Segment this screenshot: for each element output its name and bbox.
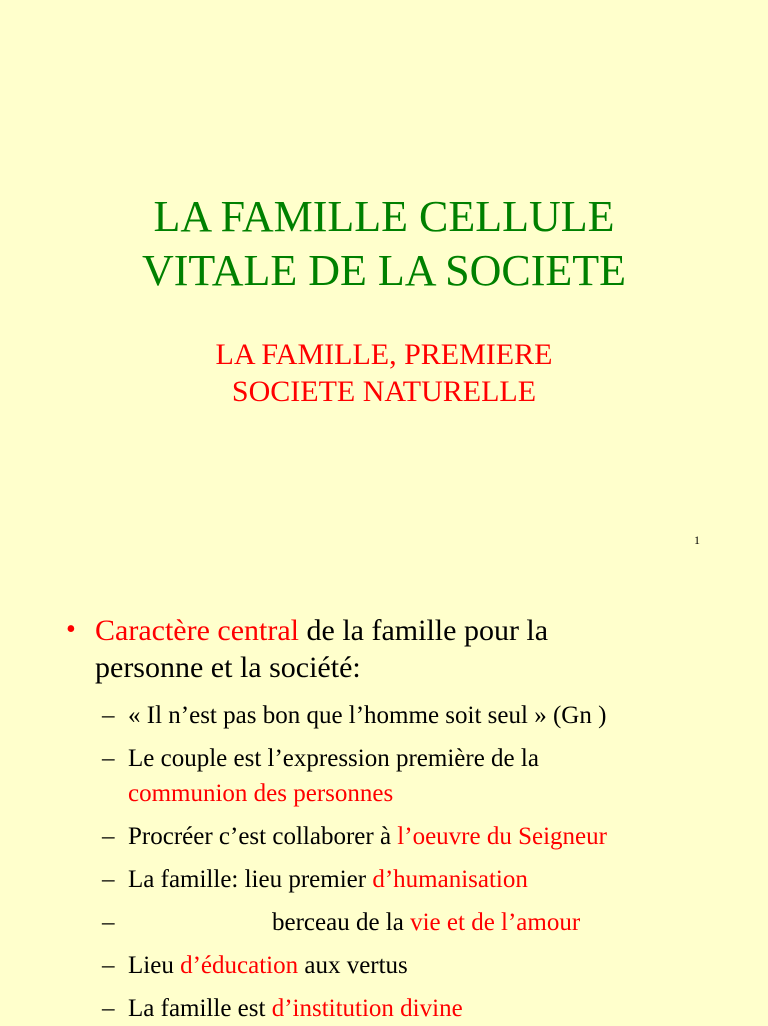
subtitle-line-1: LA FAMILLE, PREMIERE — [215, 338, 553, 371]
sub-item-highlight: l’oeuvre du Seigneur — [397, 823, 607, 850]
bullet-highlight: Caractère central — [95, 614, 300, 647]
bullet-line1-rest: de la famille pour la — [299, 614, 549, 647]
sub-item-2 — [102, 741, 762, 811]
title-line-2: VITALE DE LA SOCIETE — [141, 246, 627, 295]
dash-icon: – — [102, 823, 115, 850]
dash-icon: – — [102, 702, 115, 729]
sub-item-highlight: d’institution divine — [271, 995, 463, 1022]
sub-item-1 — [102, 698, 762, 733]
sub-item-text: berceau de la — [272, 909, 411, 936]
sub-item-highlight: communion des personnes — [128, 780, 394, 807]
sub-item-text: Procréer c’est collaborer à — [128, 823, 398, 850]
subtitle-line-2: SOCIETE NATURELLE — [231, 375, 537, 408]
sub-item-6 — [102, 948, 762, 983]
bullet-line2: personne et la société: — [95, 651, 361, 684]
sub-item-text: Lieu — [128, 952, 181, 979]
dash-icon: – — [102, 909, 115, 936]
sub-item-4 — [102, 862, 762, 897]
slide-subtitle — [0, 336, 768, 410]
dash-icon: – — [102, 866, 115, 893]
sub-item-highlight: vie et de l’amour — [410, 909, 581, 936]
sub-item-highlight: d’humanisation — [372, 866, 528, 893]
bullet-item — [66, 612, 756, 686]
bullet-text — [95, 612, 756, 686]
sub-item-text: Le couple est l’expression première de la — [128, 745, 539, 772]
dash-icon: – — [102, 952, 115, 979]
sub-item-7 — [102, 991, 762, 1026]
title-line-1: LA FAMILLE CELLULE — [153, 192, 615, 241]
sub-item-text: « Il n’est pas bon que l’homme soit seul » (Gn ) — [128, 702, 607, 729]
dash-icon: – — [102, 745, 115, 772]
sub-item-highlight: d’éducation — [180, 952, 299, 979]
sub-item-3 — [102, 819, 762, 854]
sub-item-text: La famille est — [128, 995, 272, 1022]
sub-item-text: La famille: lieu premier — [128, 866, 373, 893]
page-number: 1 — [694, 533, 700, 547]
sub-item-5 — [102, 905, 762, 940]
dash-icon: – — [102, 995, 115, 1022]
slide-title — [0, 190, 768, 298]
sub-item-text-after: aux vertus — [298, 952, 408, 979]
bullet-dot-icon: • — [66, 614, 76, 645]
